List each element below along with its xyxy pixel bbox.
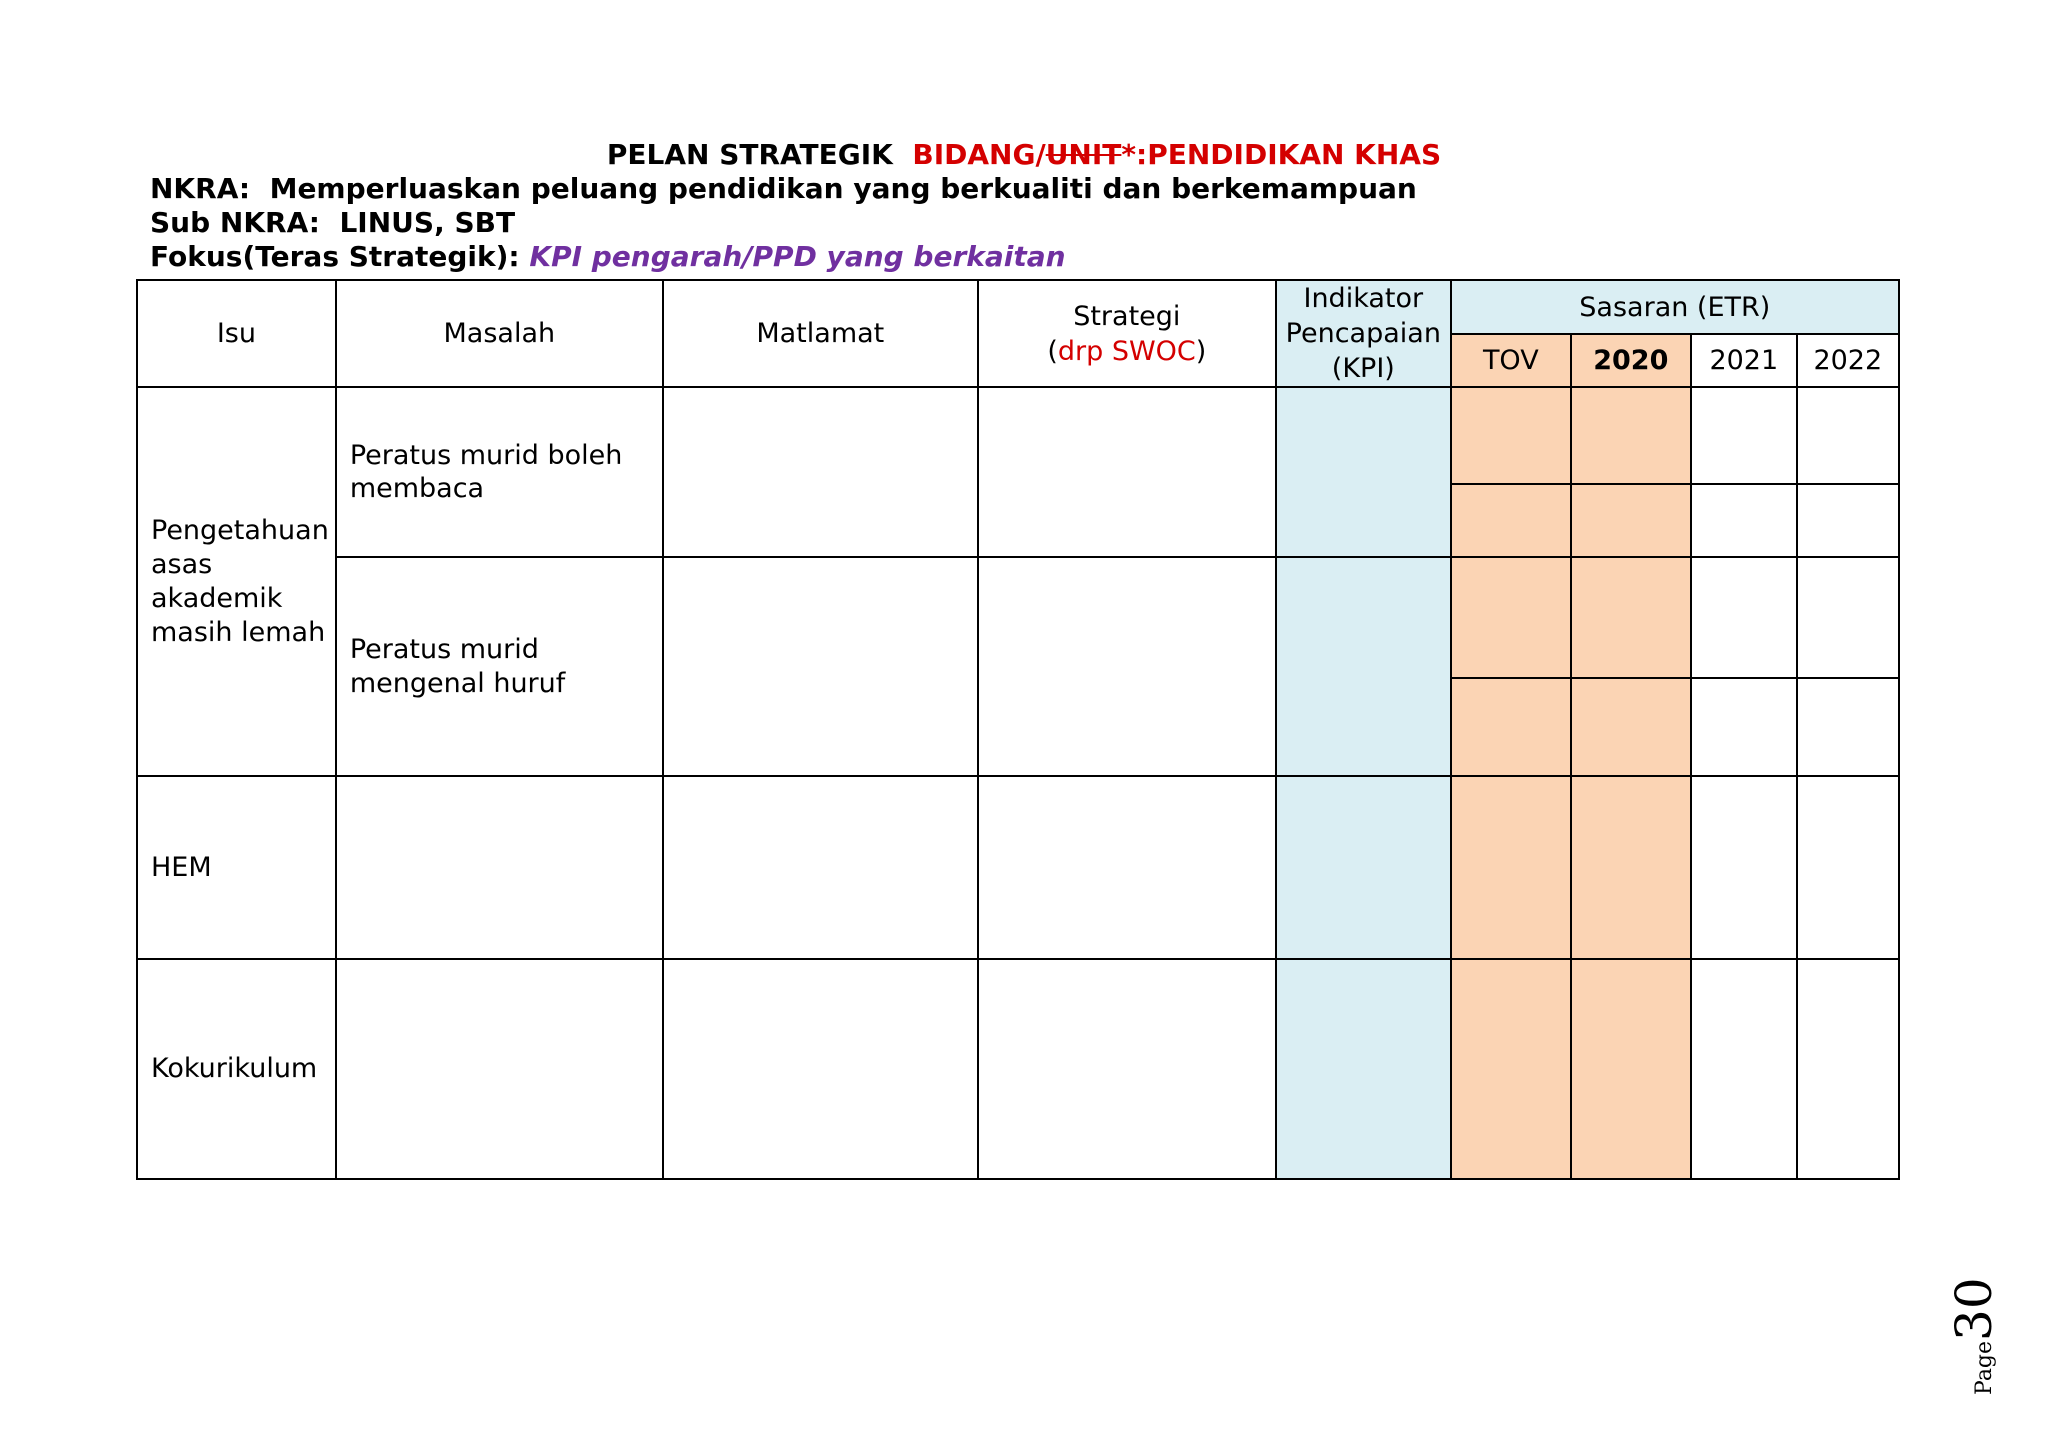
nkra-line <box>150 172 1417 205</box>
isu-text-1: Pengetahuan asas akademik masih lemah <box>151 515 329 648</box>
header-strategi-close: ) <box>1195 335 1207 367</box>
masalah-cell-3 <box>336 776 663 959</box>
header-kpi <box>1276 280 1451 387</box>
tov-cell <box>1451 776 1571 959</box>
tov-cell <box>1451 959 1571 1179</box>
isu-cell-1 <box>137 387 336 776</box>
target-2020-cell <box>1571 387 1691 484</box>
kpi-cell-3 <box>1276 776 1451 959</box>
header-tov: TOV <box>1451 334 1571 387</box>
page-title <box>0 138 2048 171</box>
nkra-label: NKRA: <box>150 172 251 205</box>
tov-cell <box>1451 387 1571 484</box>
sub-nkra-label: Sub NKRA: <box>150 206 320 239</box>
matlamat-cell-4 <box>663 959 978 1179</box>
target-2020-cell <box>1571 776 1691 959</box>
strategi-cell-4 <box>978 959 1276 1179</box>
target-2020-cell <box>1571 678 1691 776</box>
tov-cell <box>1451 484 1571 557</box>
target-2022-cell <box>1797 557 1899 678</box>
header-matlamat: Matlamat <box>663 280 978 387</box>
fokus-line <box>150 240 1066 273</box>
masalah-cell-2 <box>336 557 663 776</box>
header-strategi-label: Strategi <box>1073 300 1181 332</box>
title-bidang: BIDANG/ <box>912 138 1046 171</box>
isu-text-3: Kokurikulum <box>151 1053 318 1085</box>
masalah-text-2: Peratus murid mengenal huruf <box>349 634 566 699</box>
matlamat-cell-3 <box>663 776 978 959</box>
isu-text-2: HEM <box>151 851 212 883</box>
header-strategi-note: drp SWOC <box>1057 335 1196 367</box>
header-sasaran: Sasaran (ETR) <box>1451 280 1899 334</box>
page-number <box>1940 1277 2003 1395</box>
header-isu: Isu <box>137 280 336 387</box>
page-label: Page <box>1972 1340 1997 1395</box>
strategi-cell-2 <box>978 557 1276 776</box>
target-2021-cell <box>1691 484 1797 557</box>
kpi-cell-2 <box>1276 557 1451 776</box>
masalah-cell-1 <box>336 387 663 557</box>
target-2022-cell <box>1797 959 1899 1179</box>
masalah-cell-4 <box>336 959 663 1179</box>
target-2021-cell <box>1691 557 1797 678</box>
target-2021-cell <box>1691 776 1797 959</box>
matlamat-cell-1 <box>663 387 978 557</box>
target-2022-cell <box>1797 678 1899 776</box>
isu-cell-3 <box>137 959 336 1179</box>
target-2022-cell <box>1797 387 1899 484</box>
isu-cell-2 <box>137 776 336 959</box>
sub-nkra-value: LINUS, SBT <box>339 206 516 239</box>
target-2020-cell <box>1571 557 1691 678</box>
header-masalah: Masalah <box>336 280 663 387</box>
fokus-label: Fokus(Teras Strategik): <box>150 240 520 273</box>
fokus-value: KPI pengarah/PPD yang berkaitan <box>529 240 1066 273</box>
header-2022: 2022 <box>1797 334 1899 387</box>
page-number-inner <box>1945 1277 2003 1395</box>
page-number-value: 30 <box>1945 1277 2003 1341</box>
header-strategi-open: ( <box>1047 335 1058 367</box>
nkra-value: Memperluaskan peluang pendidikan yang berkualiti dan berkemampuan <box>269 172 1417 205</box>
target-2021-cell <box>1691 678 1797 776</box>
target-2020-cell <box>1571 484 1691 557</box>
target-2021-cell <box>1691 959 1797 1179</box>
target-2021-cell <box>1691 387 1797 484</box>
sub-nkra-line <box>150 206 515 239</box>
header-kpi-line1: Indikator <box>1303 283 1424 314</box>
tov-cell <box>1451 557 1571 678</box>
header-kpi-line3: (KPI) <box>1331 353 1395 385</box>
tov-cell <box>1451 678 1571 776</box>
header-strategi <box>978 280 1276 387</box>
masalah-text-1: Peratus murid boleh membaca <box>349 439 623 505</box>
strategic-plan-table <box>136 279 1900 1180</box>
strategi-cell-1 <box>978 387 1276 557</box>
target-2020-cell <box>1571 959 1691 1179</box>
kpi-cell-1 <box>1276 387 1451 557</box>
target-2022-cell <box>1797 776 1899 959</box>
strategi-cell-3 <box>978 776 1276 959</box>
header-kpi-line2: Pencapaian <box>1285 318 1441 350</box>
target-2022-cell <box>1797 484 1899 557</box>
header-2021: 2021 <box>1691 334 1797 387</box>
kpi-cell-4 <box>1276 959 1451 1179</box>
title-prefix: PELAN STRATEGIK <box>606 138 893 171</box>
header-2020: 2020 <box>1571 334 1691 387</box>
matlamat-cell-2 <box>663 557 978 776</box>
title-suffix: *:PENDIDIKAN KHAS <box>1121 138 1442 171</box>
title-unit-struck: UNIT <box>1045 138 1122 171</box>
header-strategi-note-line <box>979 334 1275 369</box>
